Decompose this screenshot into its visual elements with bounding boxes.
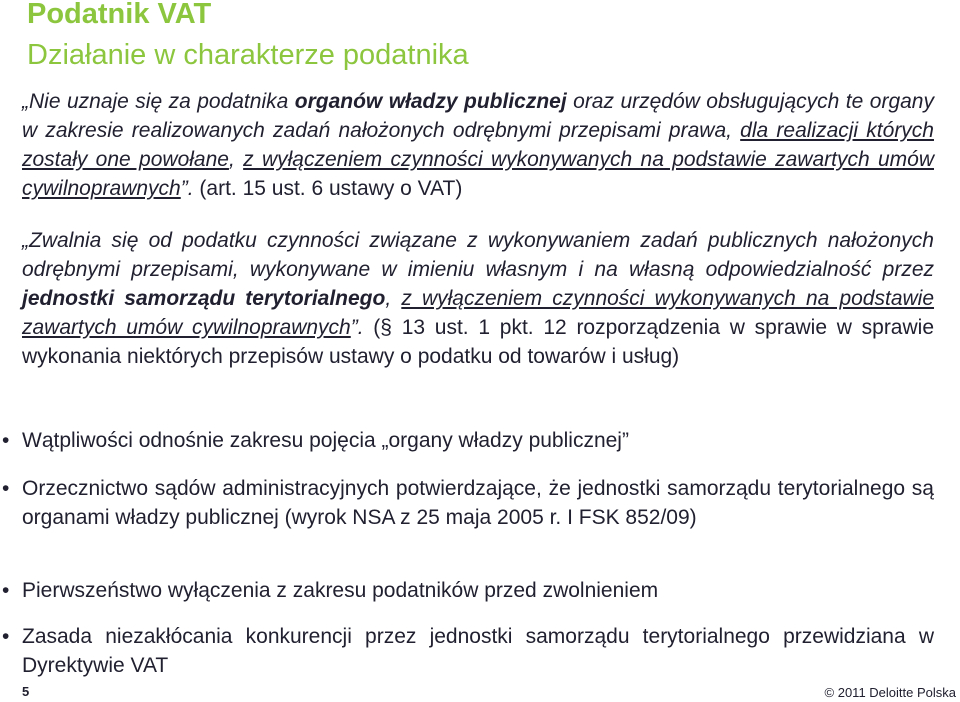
quote-text: , bbox=[385, 287, 402, 310]
quote-underlined: z wyłączeniem czynności wykonywanych na podstawie zawartych umów cywilnoprawnych bbox=[22, 287, 935, 339]
bullet-icon: • bbox=[2, 429, 10, 452]
slide-title: Podatnik VAT bbox=[27, 0, 212, 30]
page-number: 5 bbox=[22, 684, 30, 699]
quote-text: , bbox=[228, 148, 244, 171]
quote-art-15 bbox=[22, 87, 934, 203]
bullet-icon: • bbox=[2, 579, 10, 602]
quote-underlined: dla realizacji których zostały one powołane bbox=[22, 119, 934, 171]
copyright-notice: © 2011 Deloitte Polska bbox=[824, 685, 956, 700]
bullet-item: Zasada niezakłócania konkurencji przez jednostki samorządu terytorialnego przewidziana w Dyrektywie VAT bbox=[22, 625, 934, 677]
quote-citation: (§ 13 ust. 1 pkt. 12 rozporządzenia w sprawie w sprawie wykonania niektórych przepisów ustawy o podatku od towarów i usług) bbox=[22, 316, 934, 368]
quote-text: ”. bbox=[350, 316, 364, 339]
quote-text: ”. bbox=[180, 177, 194, 200]
quote-underlined: z wyłączeniem czynności wykonywanych na podstawie zawartych umów cywilnoprawnych bbox=[22, 148, 934, 200]
quote-regulation bbox=[22, 226, 934, 371]
bullet-item: Pierwszeństwo wyłączenia z zakresu podatników przed zwolnieniem bbox=[22, 579, 659, 602]
bullet-icon: • bbox=[2, 477, 10, 500]
quote-emphasis: organów władzy publicznej bbox=[294, 90, 567, 113]
bullet-item: Orzecznictwo sądów administracyjnych potwierdzające, że jednostki samorządu terytorialnego są organami władzy publicznej (wyrok NSA z 25 maja 2005 r. I FSK 852/09) bbox=[22, 477, 934, 529]
quote-text: „Zwalnia się od podatku czynności związane z wykonywaniem zadań publicznych nałożonych odrębnymi przepisami, wykonywane w imieniu własnym i na własną odpowiedzialność przez bbox=[22, 229, 934, 281]
bullet-item: Wątpliwości odnośnie zakresu pojęcia „organy władzy publicznej” bbox=[22, 429, 629, 452]
quote-text: oraz urzędów obsługujących te organy w zakresie realizowanych zadań nałożonych odrębnymi przepisami prawa, bbox=[22, 90, 934, 142]
slide-subtitle: Działanie w charakterze podatnika bbox=[27, 39, 469, 71]
bullet-icon: • bbox=[2, 625, 10, 648]
quote-emphasis: jednostki samorządu terytorialnego bbox=[22, 287, 386, 310]
quote-text: „Nie uznaje się za podatnika bbox=[22, 90, 295, 113]
quote-citation: (art. 15 ust. 6 ustawy o VAT) bbox=[193, 177, 463, 200]
